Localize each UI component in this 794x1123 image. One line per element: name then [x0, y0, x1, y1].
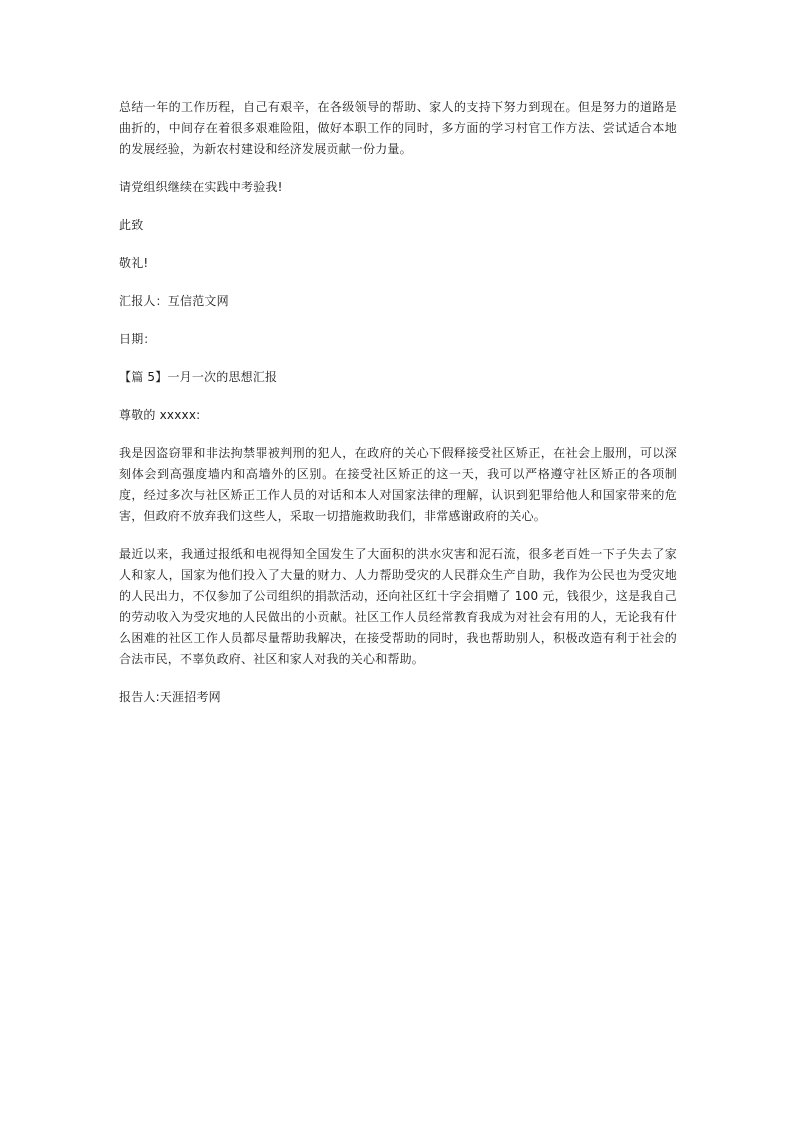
greeting-line: 尊敬的 xxxxx:: [119, 408, 201, 422]
body-paragraph: 我是因盗窃罪和非法拘禁罪被判刑的犯人，在政府的关心下假释接受社区矫正，在社会上服刑，可以深刻体会到高强度墙内和高墙外的区别。在接受社区矫正的这一天，我可以严格遵守社区矫正的各项制度，经过多次与社区矫正工作人员的对话和本人对国家法律的理解，认识到犯罪给他人和国家带来的危害，但政府不放弃我们这些人，采取一切措施救助我们，非常感谢政府的关心。: [119, 446, 677, 523]
document-body: [119, 97, 677, 725]
request-line: 请党组织继续在实践中考验我!: [119, 180, 283, 194]
summary-paragraph: 总结一年的工作历程，自己有艰辛，在各级领导的帮助、家人的支持下努力到现在。但是努力的道路是曲折的，中间存在着很多艰难险阻，做好本职工作的同时，多方面的学习村官工作方法、尝试适合本地的发展经验，为新农村建设和经济发展贡献一份力量。: [119, 100, 677, 156]
signature-line: 报告人:天涯招考网: [119, 690, 221, 704]
closing-regards: 敬礼!: [119, 256, 149, 270]
section-heading: 【篇 5】一月一次的思想汇报: [119, 370, 278, 384]
date-line: 日期：: [119, 332, 156, 346]
reporter-line: 汇报人：互信范文网: [119, 294, 229, 308]
body-paragraph: 最近以来，我通过报纸和电视得知全国发生了大面积的洪水灾害和泥石流，很多老百姓一下子失去了家人和家人，国家为他们投入了大量的财力、人力帮助受灾的人民群众生产自助，我作为公民也为受灾地的人民出力，不仅参加了公司组织的捐款活动，还向社区红十字会捐赠了 100 元，钱很少，这是我自己的劳动收入为受灾地的人民做出的小贡献。社区工作人员经常教育我成为对社会有用的人，无论我有什么困难的社区工作人员都尽量帮助我解决，在接受帮助的同时，我也帮助别人，积极改造有利于社会的合法市民，不辜负政府、社区和家人对我的关心和帮助。: [119, 547, 677, 666]
closing-salutation: 此致: [119, 218, 144, 232]
